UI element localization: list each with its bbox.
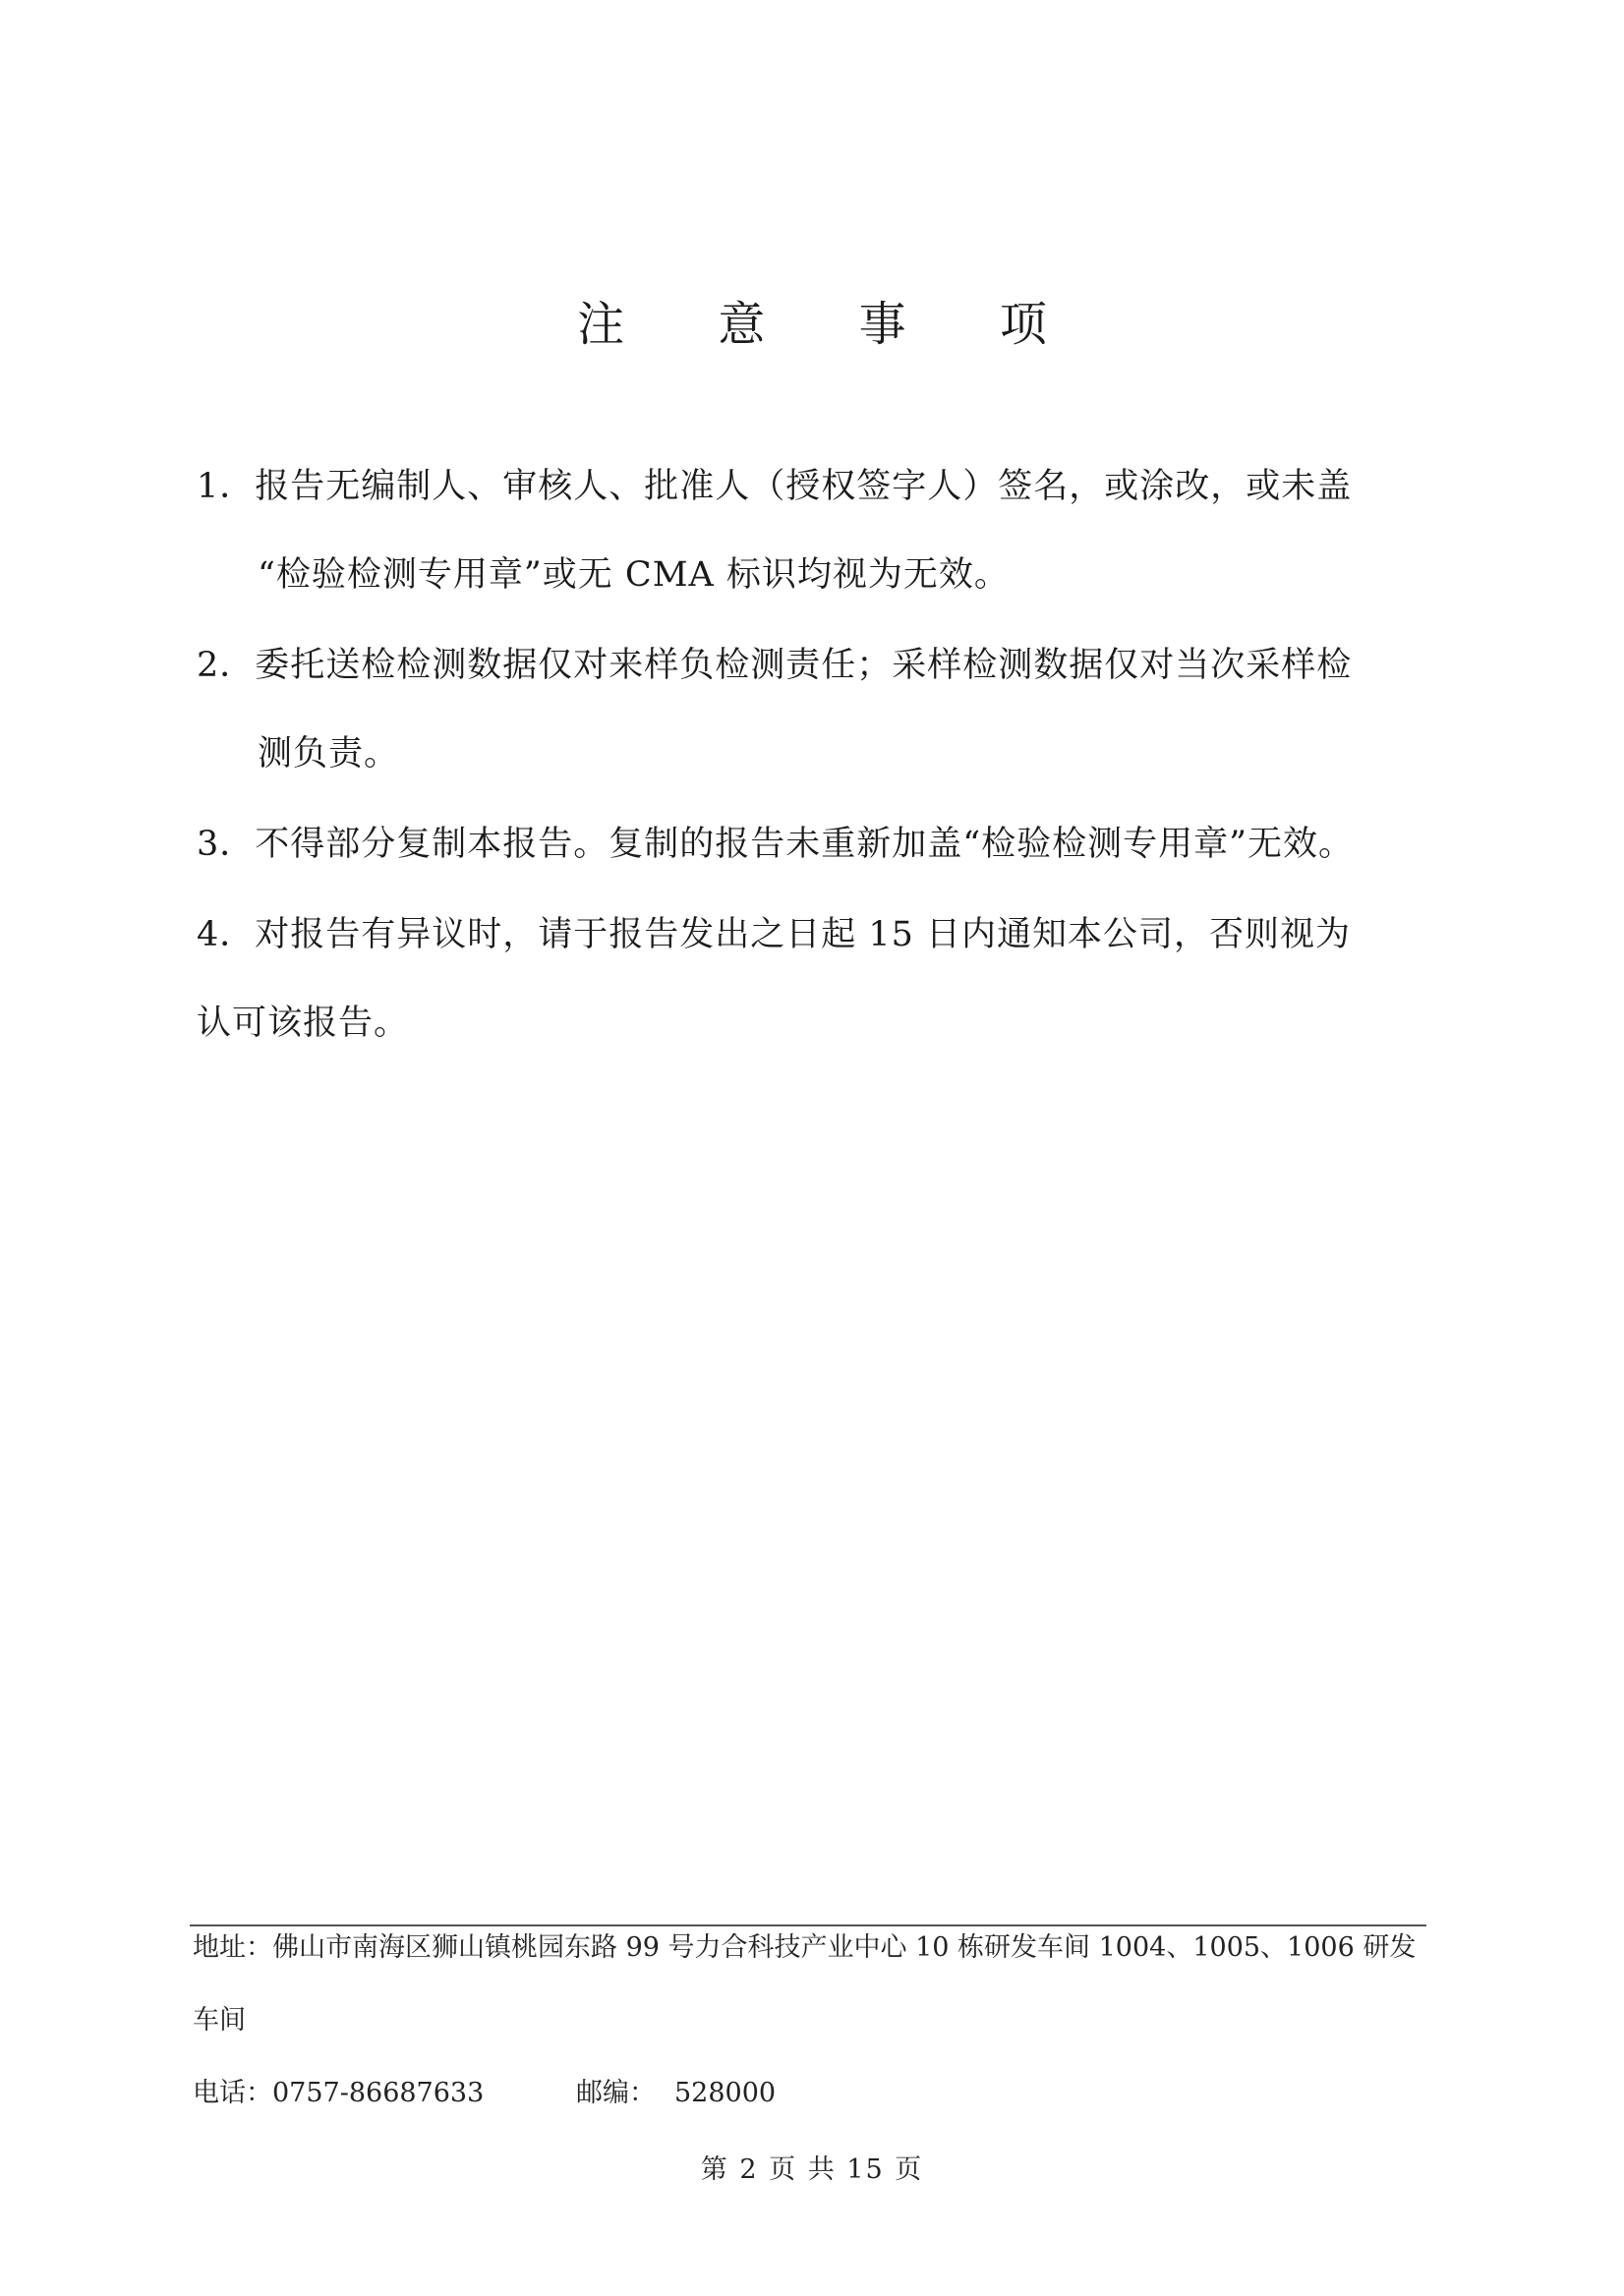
note-2-line-2: 测负责。: [258, 734, 400, 774]
note-item-4: [197, 912, 1435, 1046]
footer-postcode-label: 邮编：: [576, 2078, 656, 2108]
note-4-line-1: 4．对报告有异议时，请于报告发出之日起 15 日内通知本公司，否则视为: [197, 915, 1352, 954]
note-item-3: [197, 822, 1435, 867]
note-item-1: [197, 464, 1435, 598]
note-1-line-1: 1．报告无编制人、审核人、批准人（授权签字人）签名，或涂改，或未盖: [197, 467, 1353, 506]
footer-address-continued: 车间: [193, 2005, 246, 2036]
page-title: 注 意 事 项: [577, 297, 1086, 352]
page-number: 第 2 页 共 15 页: [700, 2154, 924, 2185]
footer-divider: [190, 1924, 1426, 1926]
footer-postcode-value: 528000: [674, 2078, 777, 2108]
note-3-line-1: 3．不得部分复制本报告。复制的报告未重新加盖“检验检测专用章”无效。: [197, 825, 1355, 864]
footer-phone: 电话：0757-86687633: [193, 2078, 485, 2108]
note-item-2: [197, 643, 1435, 776]
footer: [193, 1928, 1431, 2113]
footer-contact-row: [193, 2074, 1431, 2113]
note-4-line-2: 认可该报告。: [197, 1004, 410, 1043]
notes-list: [197, 464, 1435, 1091]
note-1-line-2: “检验检测专用章”或无 CMA 标识均视为无效。: [258, 555, 1010, 595]
footer-address: 地址：佛山市南海区狮山镇桃园东路 99 号力合科技产业中心 10 栋研发车间 1004、1005、1006 研发: [193, 1932, 1417, 1963]
note-2-line-1: 2．委托送检检测数据仅对来样负检测责任；采样检测数据仅对当次采样检: [197, 646, 1353, 685]
